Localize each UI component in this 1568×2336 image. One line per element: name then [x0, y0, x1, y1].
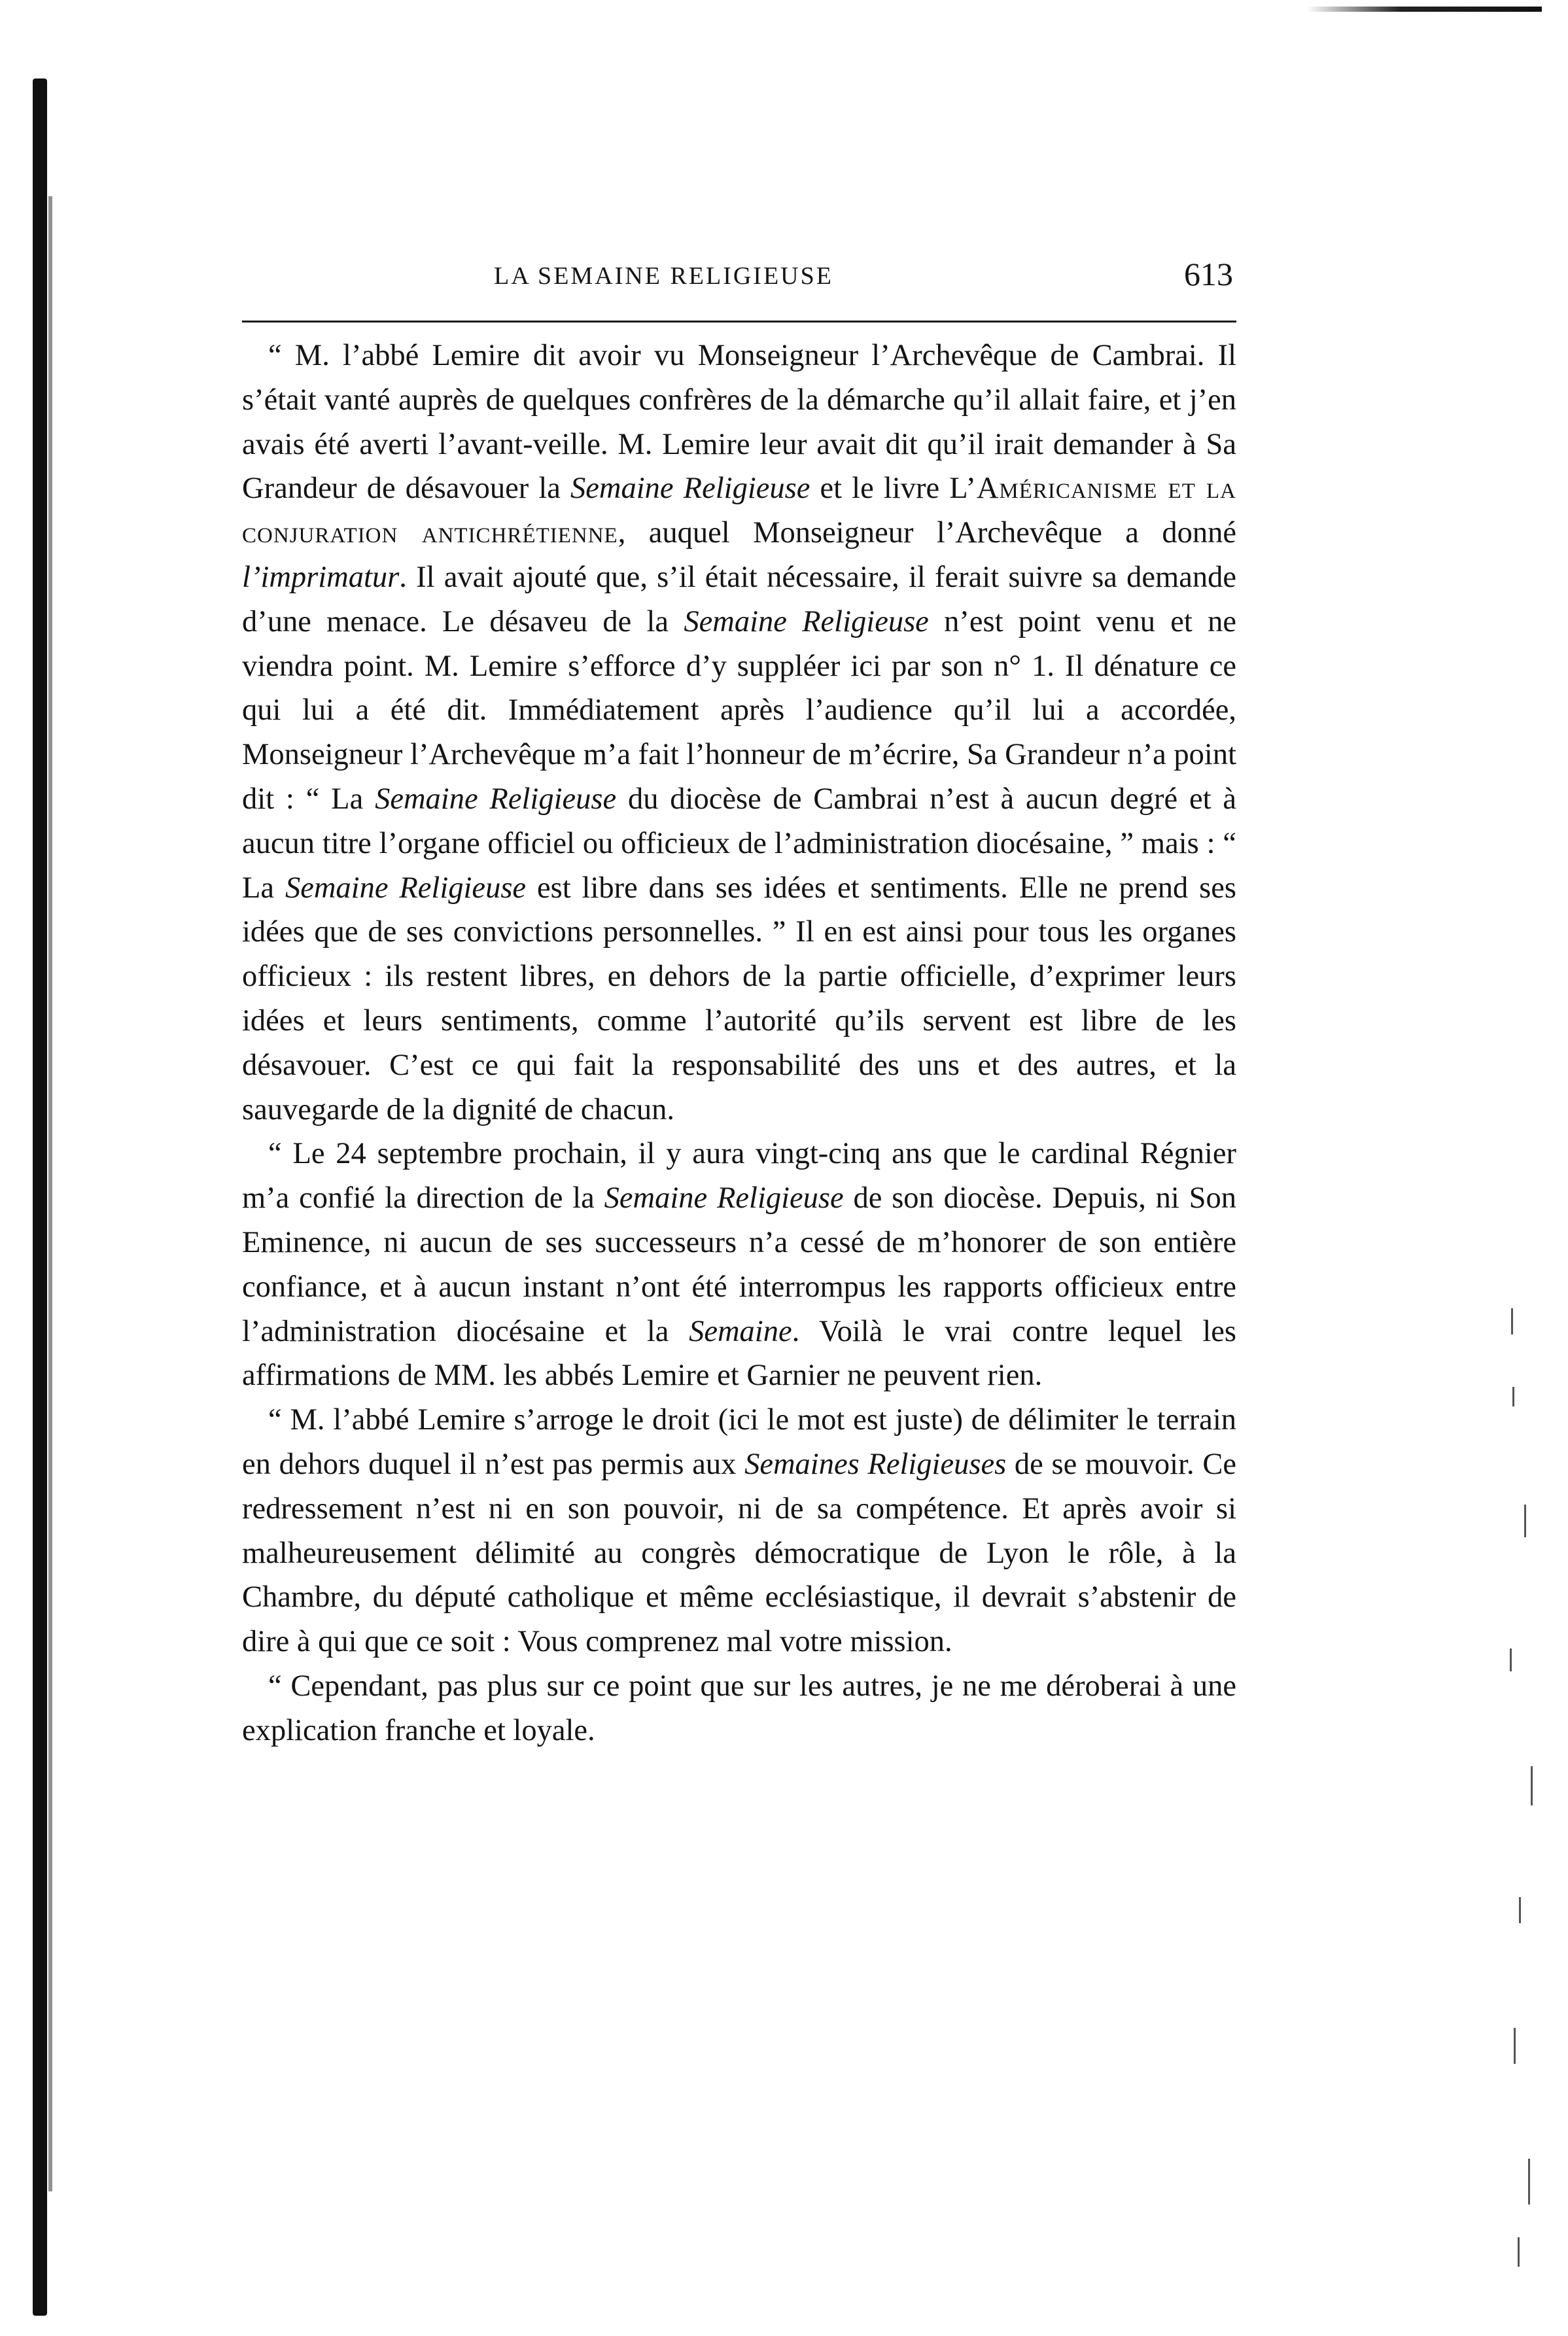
scan-top-mark: [1306, 7, 1542, 12]
text-segment: du diocèse de Cambrai n’est à aucun degré et à aucun titre l’organe officiel ou officieux de l’administration diocésaine, ” mais : “ La: [242, 782, 1236, 905]
text-segment: de son diocèse. Depuis, ni Son Eminence, ni aucun de ses successeurs n’a cessé de m’honorer de son entière confiance, et à aucun instant n’ont été interrompus les rapports officieux entre l’administration diocésaine et la: [242, 1181, 1236, 1348]
text-segment: est libre dans ses idées et sentiments. Elle ne prend ses idées que de ses convictions personnelles. ” Il en est ainsi pour tous les organes officieux : ils restent libres, en dehors de la partie officielle, d’exprimer leurs idées et leurs sentiments, comme l’autorité qu’ils servent est libre de les désavouer. C’est ce qui fait la responsabilité des uns et des autres, et la sauvegarde de la dignité de chacun.: [242, 871, 1237, 1126]
italic-segment: Semaine Religieuse: [684, 604, 929, 638]
body-text: [242, 334, 1236, 1753]
text-segment: de se mouvoir. Ce redressement n’est ni en son pouvoir, ni de sa compétence. Et après avoir si malheureusement délimité au congrès démocratique de Lyon le rôle, à la Chambre, du député catholique et même ecclésiastique, il devrait s’abstenir de dire à qui que ce soit : Vous comprenez mal votre mission.: [242, 1447, 1236, 1659]
text-segment: “ M. l’abbé Lemire dit avoir vu Monseigneur l’Archevêque de Cambrai. Il s’était vanté auprès de quelques confrères de la démarche qu’il allait faire, et j’en avais été averti l’avant-veille. M. Lemire leur avait dit qu’il irait demander à Sa Grandeur de désavouer la: [242, 339, 1236, 506]
paragraph: [242, 1398, 1236, 1664]
smallcaps-segment: L’Américanisme et la conjuration antichrétienne: [242, 472, 1236, 550]
scan-margin-marks: [1505, 1308, 1544, 2322]
page-binding-shadow-inner: [48, 196, 52, 2191]
running-head: [245, 255, 1233, 301]
page-binding-shadow: [33, 78, 47, 2316]
italic-segment: Semaine Religieuse: [570, 472, 810, 506]
italic-segment: Semaines Religieuses: [744, 1447, 1007, 1481]
paragraph: [242, 1132, 1236, 1398]
italic-segment: l’imprimatur: [242, 560, 400, 594]
italic-segment: Semaine: [689, 1314, 792, 1348]
running-title: LA SEMAINE RELIGIEUSE: [494, 262, 833, 290]
page-number: 613: [1184, 256, 1233, 292]
italic-segment: Semaine Religieuse: [375, 782, 617, 816]
italic-segment: Semaine Religieuse: [604, 1181, 844, 1215]
text-segment: . Voilà le vrai contre lequel les affirmations de MM. les abbés Lemire et Garnier ne peuvent rien.: [242, 1314, 1236, 1393]
text-segment: . Il avait ajouté que, s’il était nécessaire, il ferait suivre sa demande d’une menace. Le désaveu de la: [242, 560, 1236, 638]
italic-segment: Semaine Religieuse: [285, 871, 527, 905]
text-segment: “ Le 24 septembre prochain, il y aura vingt-cinq ans que le cardinal Régnier m’a confié la direction de la: [242, 1137, 1236, 1215]
paragraph: [242, 334, 1236, 1132]
text-segment: “ M. l’abbé Lemire s’arroge le droit (ici le mot est juste) de délimiter le terrain en dehors duquel il n’est pas permis aux: [242, 1403, 1236, 1481]
header-rule: [242, 321, 1236, 323]
paragraph: [242, 1664, 1236, 1753]
text-segment: et le livre: [810, 472, 950, 506]
text-segment: , auquel Monseigneur l’Archevêque a donné: [618, 516, 1236, 550]
text-segment: “ Cependant, pas plus sur ce point que sur les autres, je ne me déroberai à une explication franche et loyale.: [242, 1669, 1236, 1747]
text-segment: n’est point venu et ne viendra point. M. Lemire s’efforce d’y suppléer ici par son n° 1. Il dénature ce qui lui a été dit. Immédiatement après l’audience qu’il lui a accordée, Monseigneur l’Archevêque m’a fait l’honneur de m’écrire, Sa Grandeur n’a point dit : “ La: [242, 604, 1236, 816]
